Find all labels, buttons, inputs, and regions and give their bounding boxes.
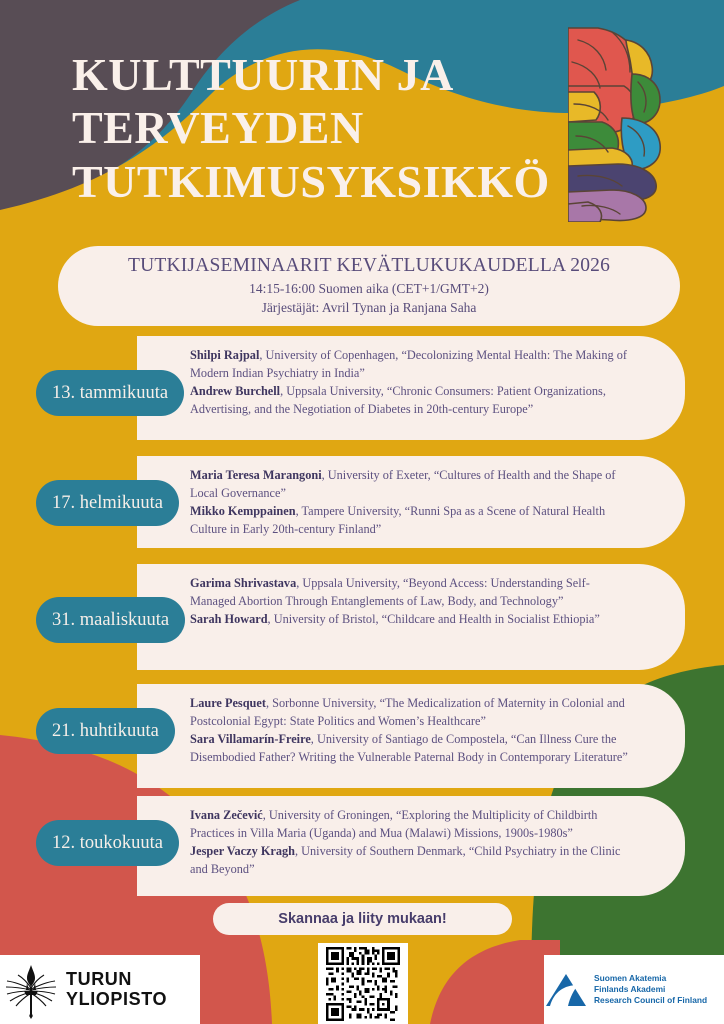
- seminar-date-pill: [36, 820, 179, 866]
- scan-cta-label: Skannaa ja liity mukaan!: [278, 911, 447, 927]
- talk-speaker: Sara Villamarín-Freire: [190, 732, 311, 746]
- talk-details: , Uppsala University, “Chronic Consumers: Patient Organizations, Advertising, and the Negotiation of Diabetes in 20th-century Europe”: [190, 384, 606, 416]
- university-of-turku-logo: [0, 955, 200, 1024]
- turku-wordmark: [66, 970, 167, 1008]
- talk-speaker: Ivana Zečević: [190, 808, 263, 822]
- seminar-date-pill: [36, 708, 175, 754]
- talk-speaker: Mikko Kemppainen: [190, 504, 296, 518]
- talk-entry: [190, 806, 630, 842]
- title-line-2: TERVEYDEN: [72, 102, 364, 154]
- talk-speaker: Shilpi Rajpal: [190, 348, 260, 362]
- talk-details: , University of Exeter, “Cultures of Health and the Shape of Local Governance”: [190, 468, 616, 500]
- research-council-triangle-icon: [544, 970, 588, 1010]
- talk-speaker: Andrew Burchell: [190, 384, 281, 398]
- talk-entry: [190, 694, 630, 730]
- brain-illustration: [568, 26, 668, 222]
- seminar-date-pill: [36, 480, 179, 526]
- seminar-talks: [190, 694, 630, 766]
- seminar-talks: [190, 806, 630, 878]
- qr-code[interactable]: [318, 943, 408, 1024]
- rcf-line-3: Research Council of Finland: [594, 995, 708, 1006]
- talk-speaker: Garima Shrivastava: [190, 576, 297, 590]
- talk-details: , Sorbonne University, “The Medicalization of Maternity in Colonial and Postcolonial Egypt: State Politics and Women’s Healthcare”: [190, 696, 625, 728]
- title-line-3: TUTKIMUSYKSIKKÖ: [72, 155, 550, 207]
- seminar-date-label: 21. huhtikuuta: [52, 720, 159, 741]
- seminar-date-label: 31. maaliskuuta: [52, 609, 170, 630]
- talk-speaker: Maria Teresa Marangoni: [190, 468, 322, 482]
- rcf-line-2: Finlands Akademi: [594, 983, 666, 994]
- seminar-header-card: [58, 246, 680, 326]
- talk-details: , University of Copenhagen, “Decolonizing Mental Health: The Making of Modern Indian Psychiatry in India”: [190, 348, 627, 380]
- seminar-date-pill: [36, 597, 185, 643]
- talk-entry: [190, 502, 630, 538]
- rcf-line-1: Suomen Akatemia: [594, 972, 667, 983]
- seminar-talks: [190, 346, 630, 418]
- talk-entry: [190, 610, 630, 628]
- seminar-date-label: 17. helmikuuta: [52, 492, 163, 513]
- talk-speaker: Jesper Vaczy Kragh: [190, 844, 295, 858]
- seminar-talks: [190, 574, 630, 628]
- seminar-organisers: Järjestäjät: Avril Tynan ja Ranjana Saha: [261, 300, 477, 315]
- seminar-time: 14:15-16:00 Suomen aika (CET+1/GMT+2): [249, 280, 489, 296]
- page-title: [72, 48, 572, 208]
- talk-details: , University of Santiago de Compostela, “Can Illness Cure the Disembodied Father? Writing the Vulnerable Paternal Body in Contemporary Literature”: [190, 732, 628, 764]
- title-line-1: KULTTUURIN JA: [72, 49, 454, 100]
- research-council-wordmark: [594, 973, 707, 1007]
- talk-entry: [190, 730, 630, 766]
- talk-speaker: Laure Pesquet: [190, 696, 266, 710]
- turku-torch-icon: [0, 961, 62, 1019]
- talk-details: , University of Groningen, “Exploring the Multiplicity of Childbirth Practices in Villa Maria (Uganda) and Mua (Malawi) Missions, 1900s-1980s”: [190, 808, 598, 840]
- research-council-of-finland-logo: [544, 955, 724, 1024]
- seminar-date-pill: [36, 370, 184, 416]
- turku-wordmark-line-1: TURUN: [66, 969, 132, 990]
- talk-entry: [190, 842, 630, 878]
- talk-details: , Tampere University, “Runni Spa as a Scene of Natural Health Culture in Early 20th-century Finland”: [190, 504, 606, 536]
- qr-code-icon: [326, 947, 400, 1021]
- seminar-series-heading: TUTKIJASEMINAARIT KEVÄTLUKUKAUDELLA 2026: [127, 254, 611, 276]
- seminar-talks: [190, 466, 630, 538]
- talk-entry: [190, 574, 630, 610]
- talk-entry: [190, 466, 630, 502]
- talk-speaker: Sarah Howard: [190, 612, 268, 626]
- seminar-date-label: 13. tammikuuta: [52, 382, 169, 403]
- talk-entry: [190, 382, 630, 418]
- turku-wordmark-line-2: YLIOPISTO: [66, 988, 168, 1009]
- talk-details: , Uppsala University, “Beyond Access: Understanding Self-Managed Abortion Through Entanglements of Law, Body, and Technology”: [190, 576, 590, 608]
- scan-cta-banner[interactable]: [213, 903, 512, 935]
- talk-entry: [190, 346, 630, 382]
- talk-details: , University of Bristol, “Childcare and Health in Socialist Ethiopia”: [267, 612, 600, 626]
- talk-details: , University of Southern Denmark, “Child Psychiatry in the Clinic and Beyond”: [190, 844, 621, 876]
- seminar-date-label: 12. toukokuuta: [52, 832, 163, 853]
